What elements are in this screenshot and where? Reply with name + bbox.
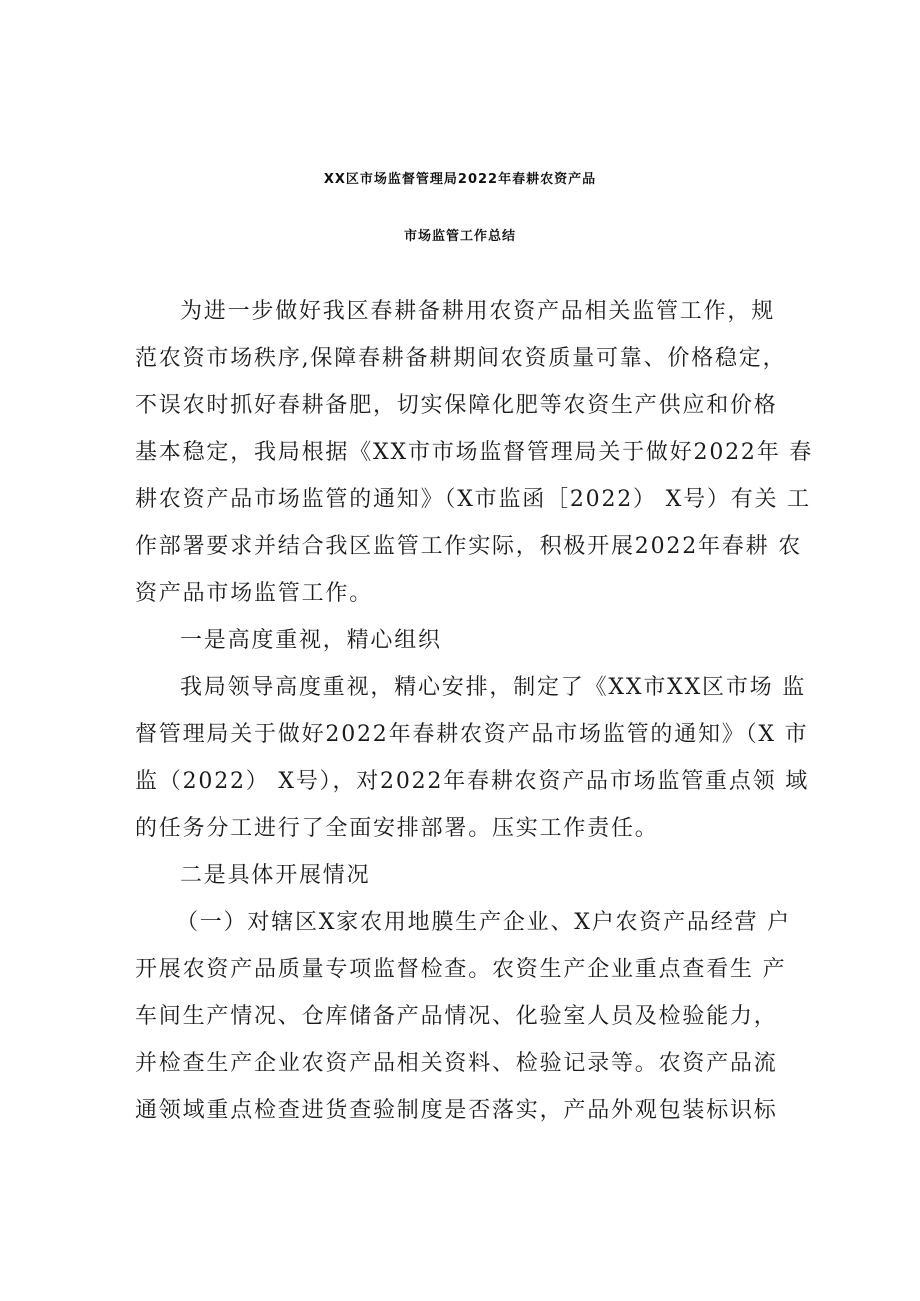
paragraph-line: 范农资市场秩序,保障春耕备耕期间农资质量可靠、价格稳定， <box>135 346 787 371</box>
paragraph-line: 基本稳定，我局根据《XX市市场监督管理局关于做好2022年 春 <box>135 440 814 465</box>
paragraph-line: 的任务分工进行了全面安排部署。压实工作责任。 <box>135 816 659 841</box>
paragraph-line: 耕农资产品市场监管的通知》（X市监函［2022） X号）有关 工 <box>135 487 811 512</box>
paragraph-line: 作部署要求并结合我区监管工作实际，积极开展2022年春耕 农 <box>135 534 802 559</box>
paragraph-line: 不误农时抓好春耕备肥，切实保障化肥等农资生产供应和价格 <box>135 393 778 418</box>
document-title-line-2: 市场监管工作总结 <box>403 229 516 244</box>
section-heading-2: 二是具体开展情况 <box>180 863 371 888</box>
paragraph-line: （一）对辖区X家农用地膜生产企业、X户农资产品经营 户 <box>176 910 791 935</box>
paragraph-line: 督管理局关于做好2022年春耕农资产品市场监管的通知》（X 市 <box>135 722 809 747</box>
paragraph-line: 车间生产情况、仓库储备产品情况、化验室人员及检验能力， <box>135 1004 778 1029</box>
paragraph-line: 开展农资产品质量专项监督检查。农资生产企业重点查看生 产 <box>135 957 787 982</box>
paragraph-line: 资产品市场监管工作。 <box>135 581 374 606</box>
paragraph-line: 并检查生产企业农资产品相关资料、检验记录等。农资产品流 <box>135 1051 778 1076</box>
document-title-line-1: XX区市场监督管理局2022年春耕农资产品 <box>323 172 597 187</box>
paragraph-line: 监（2022） X号），对2022年春耕农资产品市场监管重点领 域 <box>135 769 810 794</box>
paragraph-line: 我局领导高度重视，精心安排，制定了《XX市XX区市场 监 <box>180 675 807 700</box>
paragraph-line: 通领域重点检查进货查验制度是否落实，产品外观包装标识标 <box>135 1098 778 1123</box>
section-heading-1: 一是高度重视，精心组织 <box>180 628 442 653</box>
paragraph-line: 为进一步做好我区春耕备耕用农资产品相关监管工作，规 <box>180 299 776 324</box>
